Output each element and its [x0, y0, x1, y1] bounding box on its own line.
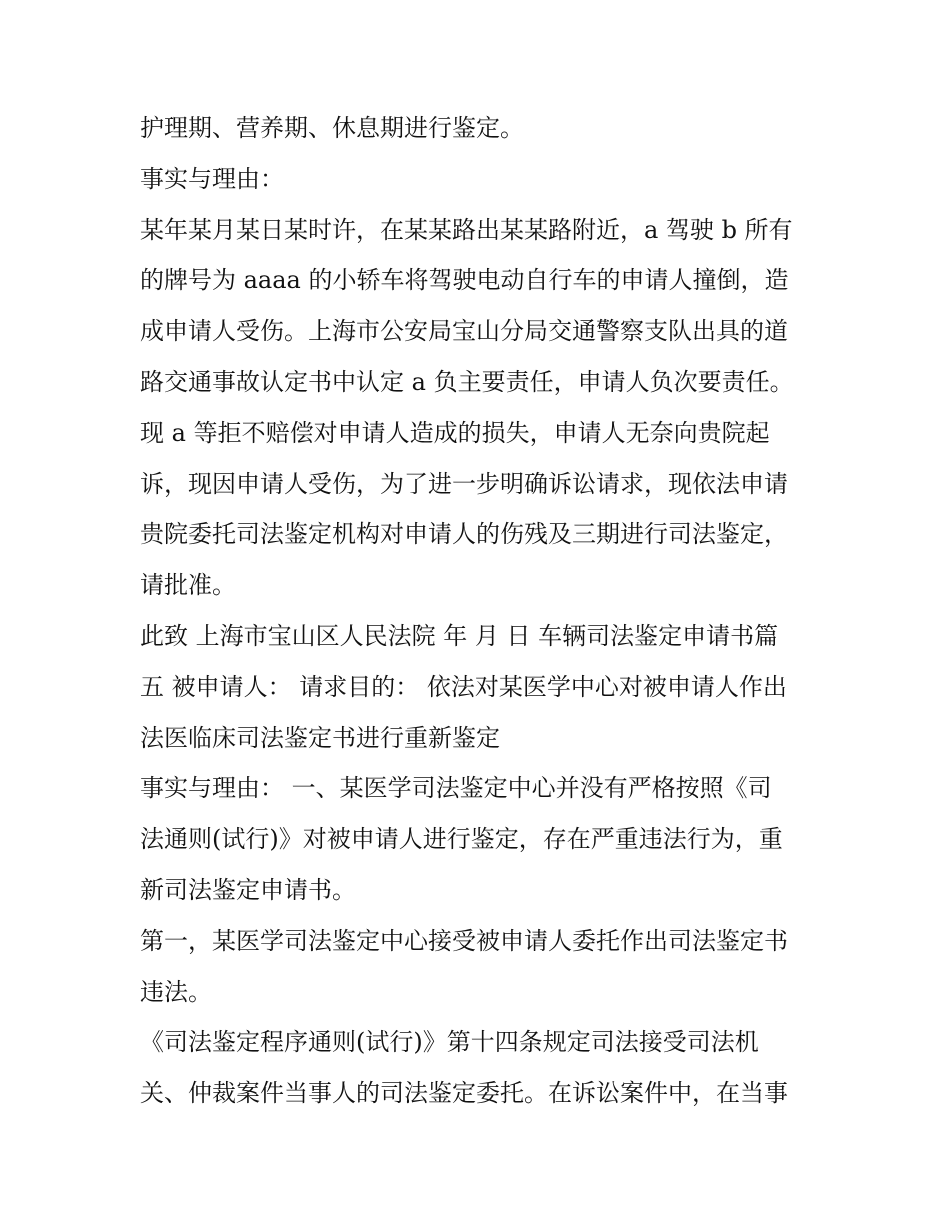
text-line: 违法。 [140, 977, 212, 1006]
text-line: 成申请人受伤。上海市公安局宝山分局交通警察支队出具的道 [140, 317, 788, 346]
text-line: 五 被申请人： 请求目的： 依法对某医学中心对被申请人作出 [140, 672, 787, 701]
document-body [140, 110, 820, 1126]
text-line: 关、仲裁案件当事人的司法鉴定委托。在诉讼案件中，在当事 [140, 1079, 788, 1108]
text-line: 法医临床司法鉴定书进行重新鉴定 [140, 723, 500, 752]
text-line: 第一，某医学司法鉴定中心接受被申请人委托作出司法鉴定书 [140, 926, 788, 955]
text-line: 现 a 等拒不赔偿对申请人造成的损失，申请人无奈向贵院起 [140, 418, 770, 447]
text-line: 《司法鉴定程序通则(试行)》第十四条规定司法接受司法机 [140, 1028, 759, 1057]
text-line: 护理期、营养期、休息期进行鉴定。 [140, 114, 524, 142]
text-line: 法通则(试行)》对被申请人进行鉴定，存在严重违法行为，重 [140, 825, 783, 854]
text-line: 某年某月某日某时许，在某某路出某某路附近，a 驾驶 b 所有 [140, 215, 793, 244]
text-line: 事实与理由： [140, 164, 284, 193]
text-line: 的牌号为 aaaa 的小轿车将驾驶电动自行车的申请人撞倒，造 [140, 266, 789, 295]
text-line: 此致 上海市宝山区人民法院 年 月 日 车辆司法鉴定申请书篇 [140, 621, 779, 650]
text-line: 事实与理由： 一、某医学司法鉴定中心并没有严格按照《司 [140, 774, 772, 803]
text-line: 诉，现因申请人受伤，为了进一步明确诉讼请求，现依法申请 [140, 469, 788, 498]
text-line: 路交通事故认定书中认定 a 负主要责任，申请人负次要责任。 [140, 367, 794, 396]
text-line: 新司法鉴定申请书。 [140, 875, 356, 904]
text-line: 请批准。 [140, 571, 236, 600]
text-line: 贵院委托司法鉴定机构对申请人的伤残及三期进行司法鉴定， [140, 520, 788, 549]
